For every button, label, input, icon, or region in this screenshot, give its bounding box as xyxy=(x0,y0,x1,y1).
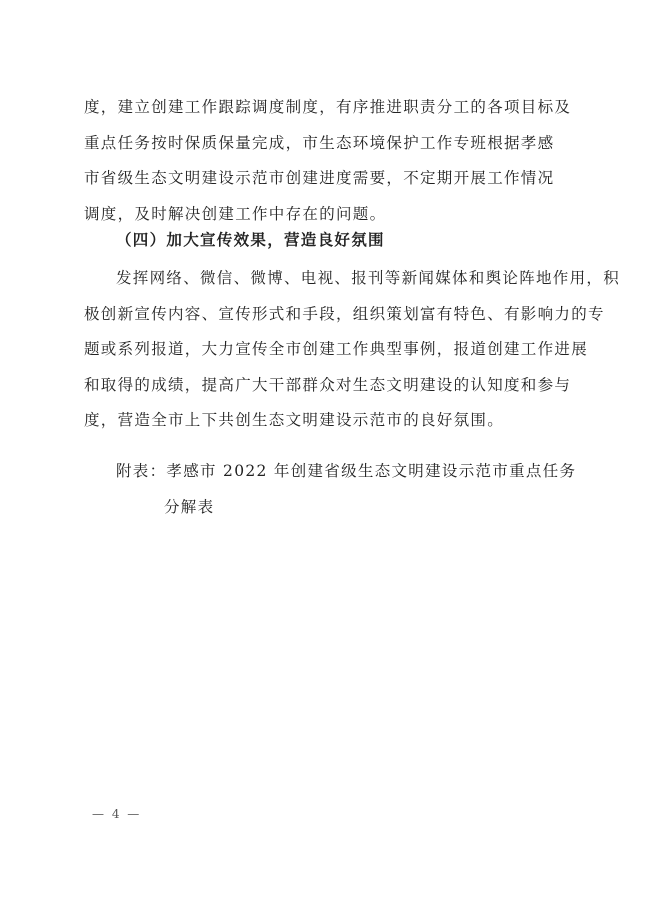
attachment-note xyxy=(116,454,576,525)
section-heading: （四）加大宣传效果，营造良好氛围 xyxy=(116,231,385,249)
paragraph-line: 题或系列报道，大力宣传全市创建工作典型事例，报道创建工作进展 xyxy=(84,340,589,358)
paragraph-publicity xyxy=(84,261,621,439)
paragraph-line: 度，建立创建工作跟踪调度制度，有序推进职责分工的各项目标及 xyxy=(84,98,572,116)
paragraph-line: 重点任务按时保质保量完成，市生态环境保护工作专班根据孝感 xyxy=(84,133,555,152)
page-number: — 4 — xyxy=(92,807,142,821)
attachment-line: 附表：孝感市 2022 年创建省级生态文明建设示范市重点任务 xyxy=(116,462,577,480)
paragraph-line: 市省级生态文明建设示范市创建进度需要，不定期开展工作情况 xyxy=(84,169,555,187)
paragraph-line: 度，营造全市上下共创生态文明建设示范市的良好氛围。 xyxy=(84,411,505,429)
paragraph-line: 极创新宣传内容、宣传形式和手段，组织策划富有特色、有影响力的专 xyxy=(84,304,605,323)
paragraph-line: 和取得的成绩，提高广大干部群众对生态文明建设的认知度和参与 xyxy=(84,375,572,394)
paragraph-schedule xyxy=(84,90,570,232)
attachment-line: 分解表 xyxy=(164,497,215,516)
paragraph-line: 发挥网络、微信、微博、电视、报刊等新闻媒体和舆论阵地作用，积 xyxy=(116,269,621,287)
paragraph-line: 调度，及时解决创建工作中存在的问题。 xyxy=(84,204,387,223)
